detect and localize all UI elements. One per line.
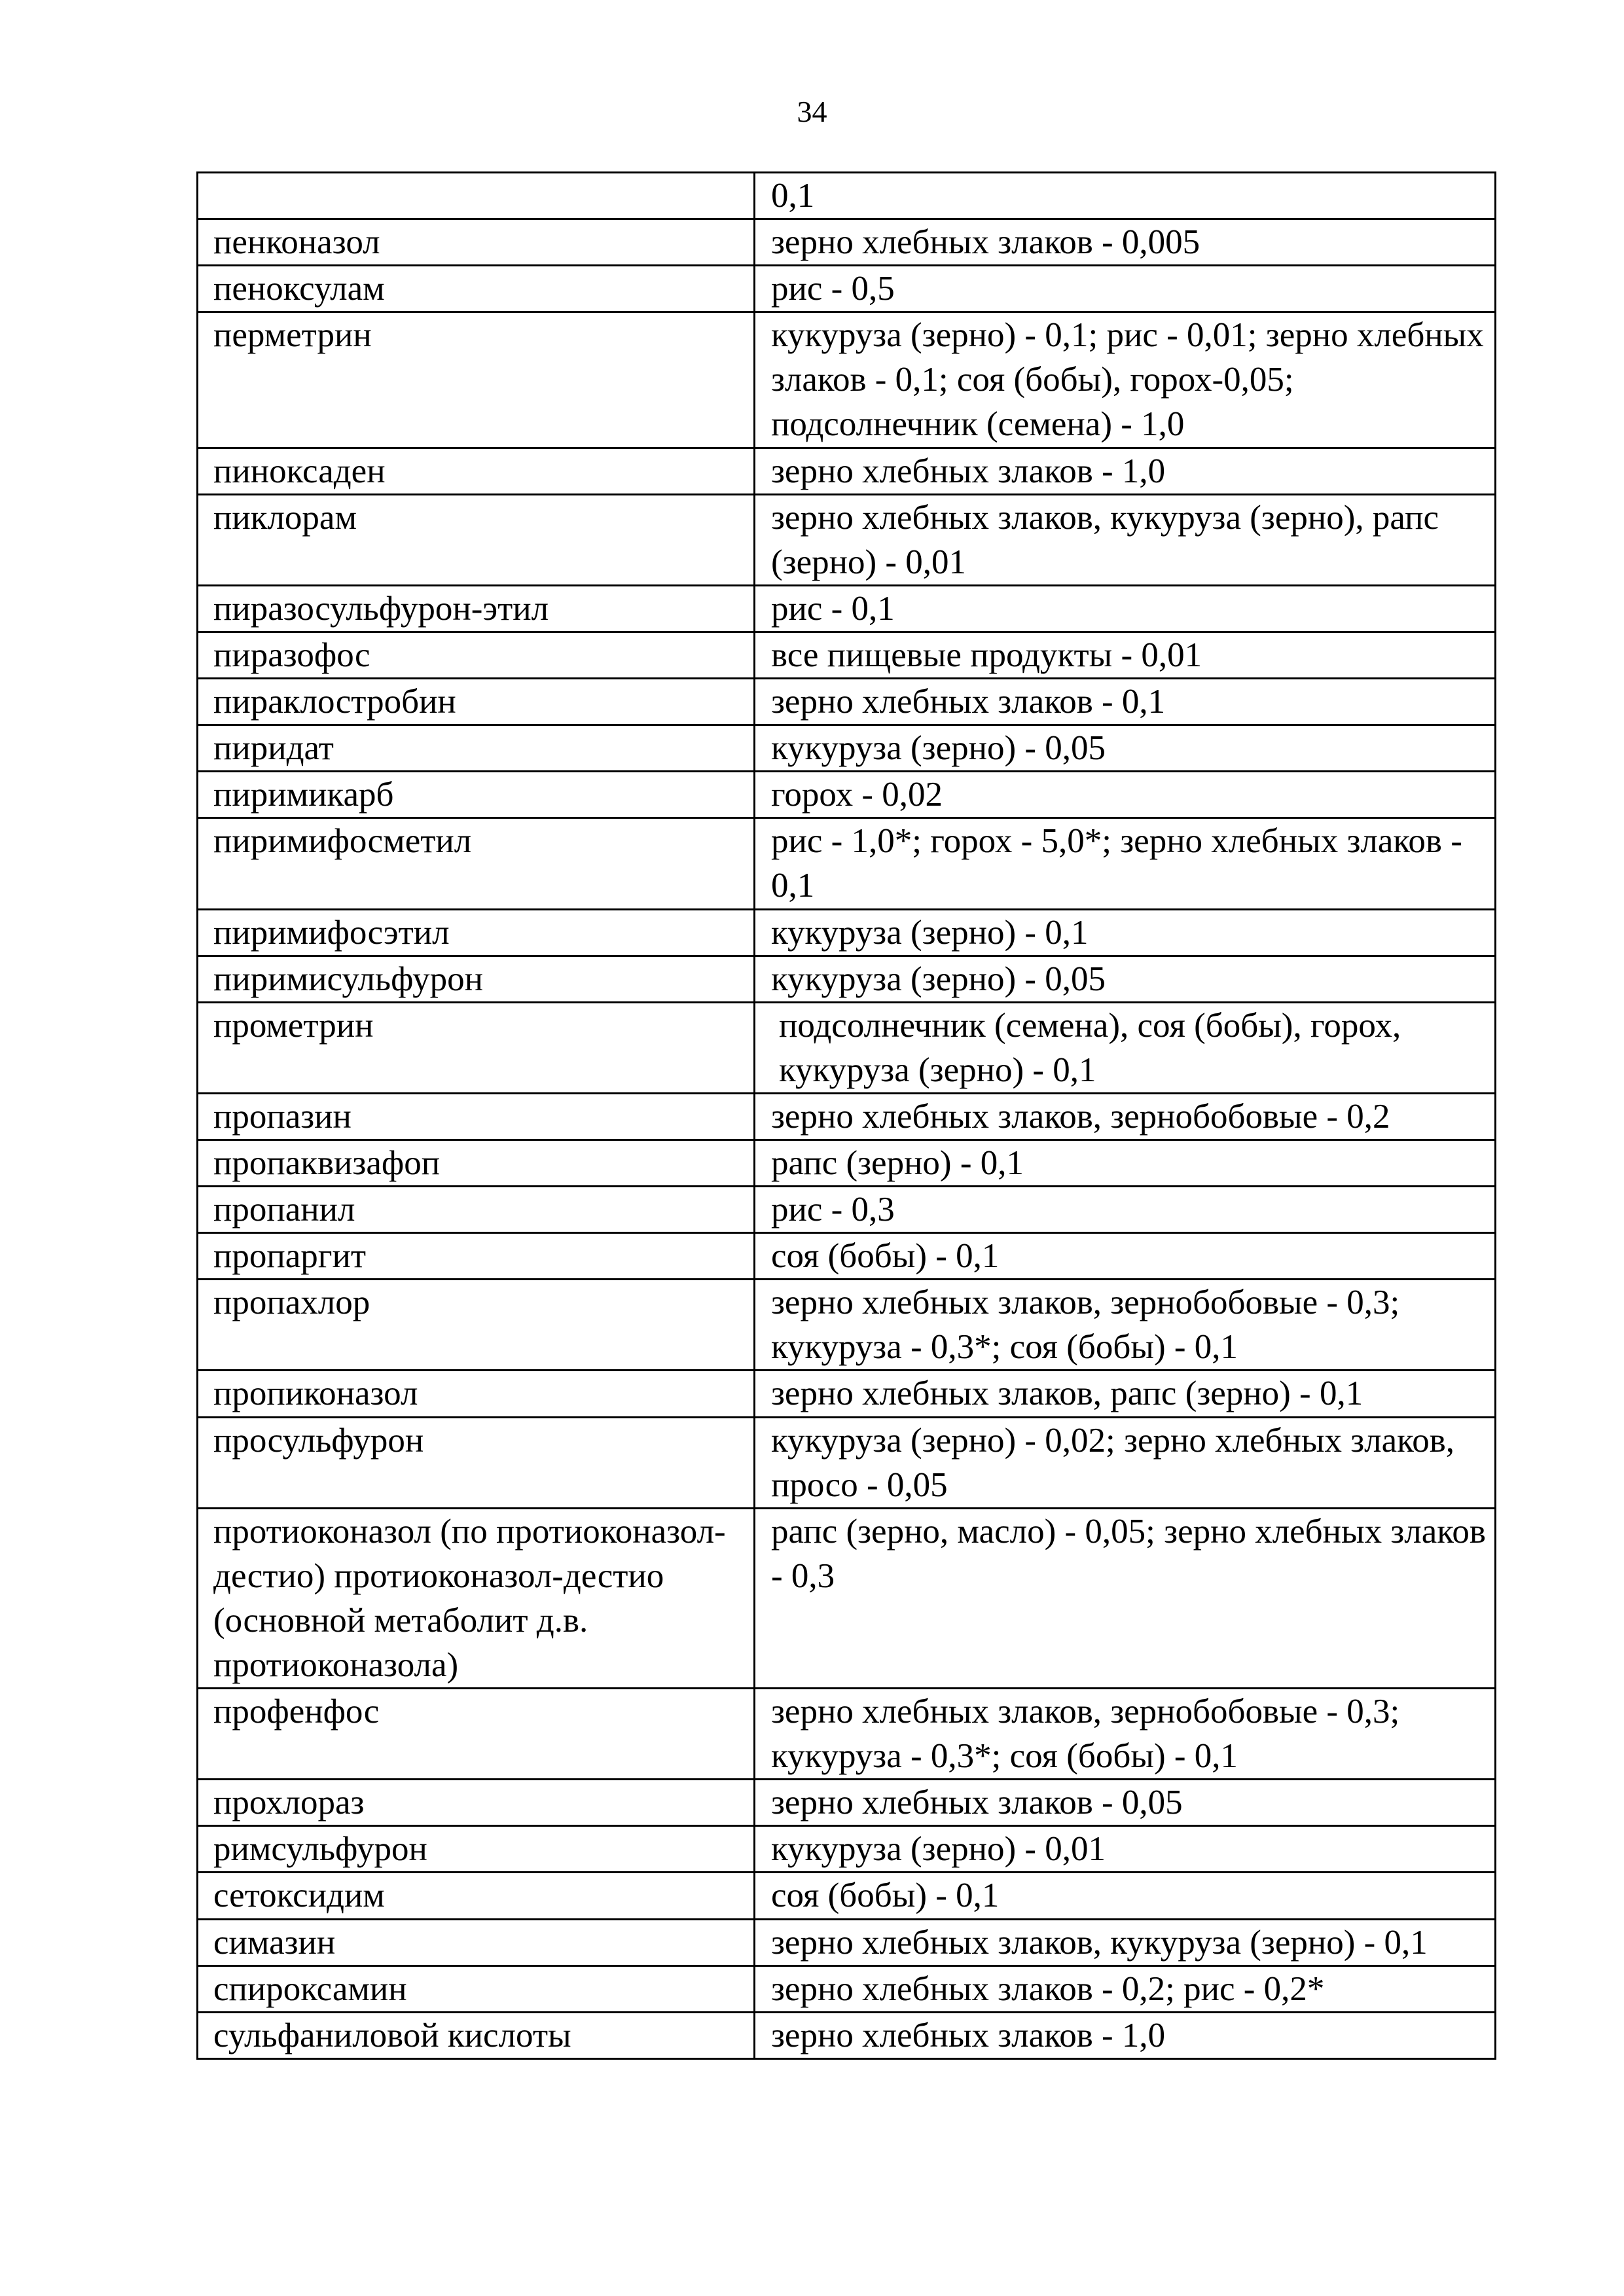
substance-cell: пропанил: [198, 1187, 755, 1233]
substance-cell: сетоксидим: [198, 1873, 755, 1919]
residue-value-cell: зерно хлебных злаков, кукуруза (зерно), рапс (зерно) - 0,01: [755, 494, 1496, 585]
table-row: [198, 266, 1496, 312]
substance-cell: пиноксаден: [198, 448, 755, 494]
substance-cell: пиримисульфурон: [198, 956, 755, 1002]
table-row: [198, 1919, 1496, 1965]
table-row: [198, 494, 1496, 585]
table-row: [198, 956, 1496, 1002]
table-row: [198, 448, 1496, 494]
substance-cell: перметрин: [198, 312, 755, 448]
substance-cell: спироксамин: [198, 1965, 755, 2012]
substance-cell: пропаргит: [198, 1233, 755, 1280]
table-row: [198, 632, 1496, 678]
residue-value-cell: рапс (зерно, масло) - 0,05; зерно хлебных злаков - 0,3: [755, 1508, 1496, 1688]
substance-cell: пиримикарб: [198, 772, 755, 818]
residue-value-cell: кукуруза (зерно) - 0,1: [755, 909, 1496, 956]
substance-cell: пиразофос: [198, 632, 755, 678]
residue-value-cell: подсолнечник (семена), соя (бобы), горох, кукуруза (зерно) - 0,1: [755, 1002, 1496, 1093]
table-row: [198, 312, 1496, 448]
table-row: [198, 1233, 1496, 1280]
table-row: [198, 772, 1496, 818]
table-row: [198, 1508, 1496, 1688]
table-row: [198, 725, 1496, 772]
substance-cell: пенконазол: [198, 219, 755, 266]
residue-value-cell: рис - 1,0*; горох - 5,0*; зерно хлебных злаков - 0,1: [755, 818, 1496, 909]
substance-cell: пиразосульфурон-этил: [198, 585, 755, 632]
table-row: [198, 1780, 1496, 1826]
residue-value-cell: 0,1: [755, 173, 1496, 219]
substance-cell: симазин: [198, 1919, 755, 1965]
table-row: [198, 1093, 1496, 1139]
residue-value-cell: зерно хлебных злаков, рапс (зерно) - 0,1: [755, 1371, 1496, 1417]
residue-value-cell: зерно хлебных злаков - 1,0: [755, 448, 1496, 494]
substance-cell: пиридат: [198, 725, 755, 772]
substance-cell: протиоконазол (по протиоконазол-дестио) протиоконазол-дестио (основной метаболит д.в. протиоконазола): [198, 1508, 755, 1688]
table-row: [198, 1002, 1496, 1093]
residue-value-cell: рис - 0,1: [755, 585, 1496, 632]
residue-value-cell: зерно хлебных злаков - 0,2; рис - 0,2*: [755, 1965, 1496, 2012]
residue-value-cell: кукуруза (зерно) - 0,1; рис - 0,01; зерно хлебных злаков - 0,1; соя (бобы), горох-0,05; подсолнечник (семена) - 1,0: [755, 312, 1496, 448]
table-row: [198, 1873, 1496, 1919]
table-row: [198, 1689, 1496, 1780]
residue-value-cell: зерно хлебных злаков - 0,05: [755, 1780, 1496, 1826]
residue-value-cell: рис - 0,3: [755, 1187, 1496, 1233]
table-row: [198, 679, 1496, 725]
residue-value-cell: зерно хлебных злаков, кукуруза (зерно) - 0,1: [755, 1919, 1496, 1965]
residue-value-cell: соя (бобы) - 0,1: [755, 1873, 1496, 1919]
table-row: [198, 1826, 1496, 1873]
substance-cell: профенфос: [198, 1689, 755, 1780]
substance-cell: пеноксулам: [198, 266, 755, 312]
residue-value-cell: рапс (зерно) - 0,1: [755, 1139, 1496, 1186]
substance-cell: сульфаниловой кислоты: [198, 2012, 755, 2058]
table-row: [198, 585, 1496, 632]
residue-value-cell: зерно хлебных злаков, зернобобовые - 0,3; кукуруза - 0,3*; соя (бобы) - 0,1: [755, 1280, 1496, 1371]
table-row: [198, 1139, 1496, 1186]
residue-value-cell: зерно хлебных злаков, зернобобовые - 0,2: [755, 1093, 1496, 1139]
residue-value-cell: рис - 0,5: [755, 266, 1496, 312]
residue-value-cell: кукуруза (зерно) - 0,05: [755, 725, 1496, 772]
substance-cell: пиримифосметил: [198, 818, 755, 909]
residue-value-cell: зерно хлебных злаков - 0,005: [755, 219, 1496, 266]
table-body: [198, 173, 1496, 2059]
table-row: [198, 909, 1496, 956]
table-row: [198, 1417, 1496, 1508]
residue-value-cell: соя (бобы) - 0,1: [755, 1233, 1496, 1280]
substance-cell: пропахлор: [198, 1280, 755, 1371]
table-row: [198, 1187, 1496, 1233]
table-row: [198, 2012, 1496, 2058]
residue-value-cell: зерно хлебных злаков - 1,0: [755, 2012, 1496, 2058]
substance-cell: прохлораз: [198, 1780, 755, 1826]
residue-value-cell: зерно хлебных злаков - 0,1: [755, 679, 1496, 725]
substance-cell: пираклостробин: [198, 679, 755, 725]
page-number: 34: [797, 95, 827, 128]
table-row: [198, 1965, 1496, 2012]
substance-cell: пиклорам: [198, 494, 755, 585]
residue-limits-table: [196, 171, 1496, 2060]
table-row: [198, 818, 1496, 909]
table-row: [198, 1371, 1496, 1417]
substance-cell: римсульфурон: [198, 1826, 755, 1873]
table-row: [198, 173, 1496, 219]
substance-cell: [198, 173, 755, 219]
substance-cell: прометрин: [198, 1002, 755, 1093]
residue-value-cell: кукуруза (зерно) - 0,01: [755, 1826, 1496, 1873]
substance-cell: пропиконазол: [198, 1371, 755, 1417]
residue-value-cell: зерно хлебных злаков, зернобобовые - 0,3; кукуруза - 0,3*; соя (бобы) - 0,1: [755, 1689, 1496, 1780]
substance-cell: пиримифосэтил: [198, 909, 755, 956]
residue-value-cell: кукуруза (зерно) - 0,02; зерно хлебных злаков, просо - 0,05: [755, 1417, 1496, 1508]
substance-cell: пропаквизафоп: [198, 1139, 755, 1186]
substance-cell: пропазин: [198, 1093, 755, 1139]
substance-cell: просульфурон: [198, 1417, 755, 1508]
table-row: [198, 219, 1496, 266]
table-row: [198, 1280, 1496, 1371]
residue-value-cell: все пищевые продукты - 0,01: [755, 632, 1496, 678]
residue-value-cell: кукуруза (зерно) - 0,05: [755, 956, 1496, 1002]
residue-value-cell: горох - 0,02: [755, 772, 1496, 818]
